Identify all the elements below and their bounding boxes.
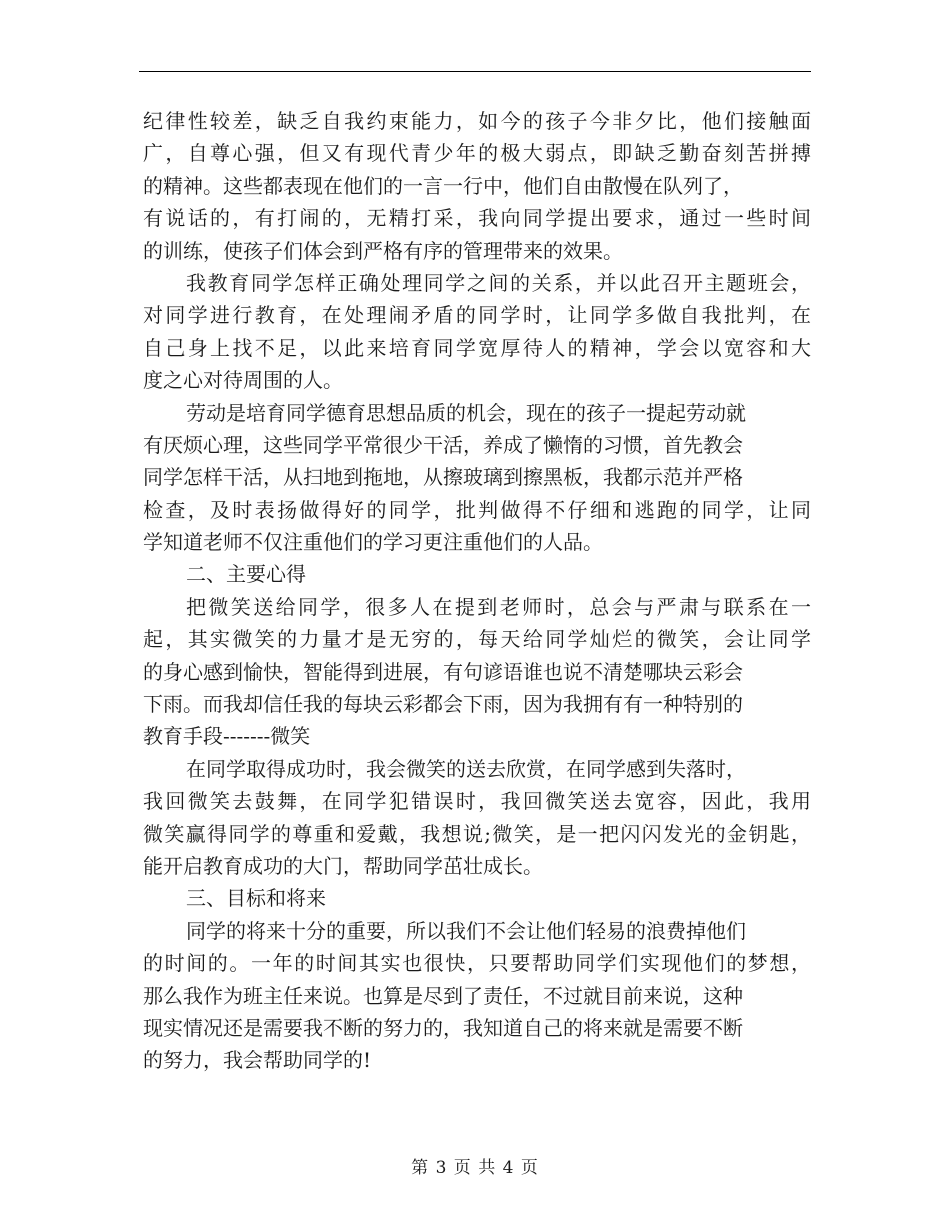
text-line: 同学的将来十分的重要，所以我们不会让他们轻易的浪费掉他们 <box>186 918 746 943</box>
text-line: 的时间的。一年的时间其实也很快，只要帮助同学们实现他们的梦想， <box>143 951 811 976</box>
text-line: 的精神。这些都表现在他们的一言一行中，他们自由散慢在队列了， <box>143 173 743 198</box>
text-line: 有厌烦心理，这些同学平常很少干活，养成了懒惰的习惯，首先教会 <box>143 432 743 457</box>
text-line: 对同学进行教育，在处理闹矛盾的同学时，让同学多做自我批判，在 <box>143 303 811 328</box>
text-line: 教育手段-------微笑 <box>143 724 311 749</box>
text-line: 我教育同学怎样正确处理同学之间的关系，并以此召开主题班会， <box>186 270 811 295</box>
page-footer: 第 3 页 共 4 页 <box>411 1158 539 1178</box>
text-line: 把微笑送给同学，很多人在提到老师时，总会与严肃与联系在一 <box>186 594 811 619</box>
text-line: 自己身上找不足，以此来培育同学宽厚待人的精神，学会以宽容和大 <box>143 335 811 360</box>
text-line: 的努力，我会帮助同学的! <box>143 1048 372 1073</box>
text-line: 的身心感到愉快，智能得到进展，有句谚语谁也说不清楚哪块云彩会 <box>143 659 743 684</box>
text-line: 那么我作为班主任来说。也算是尽到了责任，不过就目前来说，这种 <box>143 983 743 1008</box>
text-line: 能开启教育成功的大门，帮助同学茁壮成长。 <box>143 853 543 878</box>
text-line: 在同学取得成功时，我会微笑的送去欣赏，在同学感到失落时， <box>186 756 746 781</box>
text-line: 同学怎样干活，从扫地到拖地，从擦玻璃到擦黑板，我都示范并严格 <box>143 465 743 490</box>
text-line: 微笑赢得同学的尊重和爱戴，我想说;微笑，是一把闪闪发光的金钥匙， <box>143 821 811 846</box>
text-line: 现实情况还是需要我不断的努力的，我知道自己的将来就是需要不断 <box>143 1015 743 1040</box>
text-line: 起，其实微笑的力量才是无穷的，每天给同学灿烂的微笑，会让同学 <box>143 627 811 652</box>
text-line: 的训练，使孩子们体会到严格有序的管理带来的效果。 <box>143 238 623 263</box>
text-line: 有说话的，有打闹的，无精打采，我向同学提出要求，通过一些时间 <box>143 206 811 231</box>
document-body <box>143 105 811 1077</box>
text-line: 三、目标和将来 <box>186 886 326 911</box>
text-line: 劳动是培育同学德育思想品质的机会，现在的孩子一提起劳动就 <box>186 400 746 425</box>
text-line: 广，自尊心强，但又有现代青少年的极大弱点，即缺乏勤奋刻苦拼搏 <box>143 141 811 166</box>
text-line: 度之心对待周围的人。 <box>143 368 343 393</box>
text-line: 学知道老师不仅注重他们的学习更注重他们的人品。 <box>143 530 603 555</box>
text-line: 我回微笑去鼓舞，在同学犯错误时，我回微笑送去宽容，因此，我用 <box>143 789 811 814</box>
text-line: 二、主要心得 <box>186 562 306 587</box>
text-line: 检查，及时表扬做得好的同学，批判做得不仔细和逃跑的同学，让同 <box>143 497 811 522</box>
header-rule <box>139 71 811 72</box>
text-line: 下雨。而我却信任我的每块云彩都会下雨，因为我拥有有一种特别的 <box>143 692 743 717</box>
text-line: 纪律性较差，缺乏自我约束能力，如今的孩子今非夕比，他们接触面 <box>143 109 811 133</box>
